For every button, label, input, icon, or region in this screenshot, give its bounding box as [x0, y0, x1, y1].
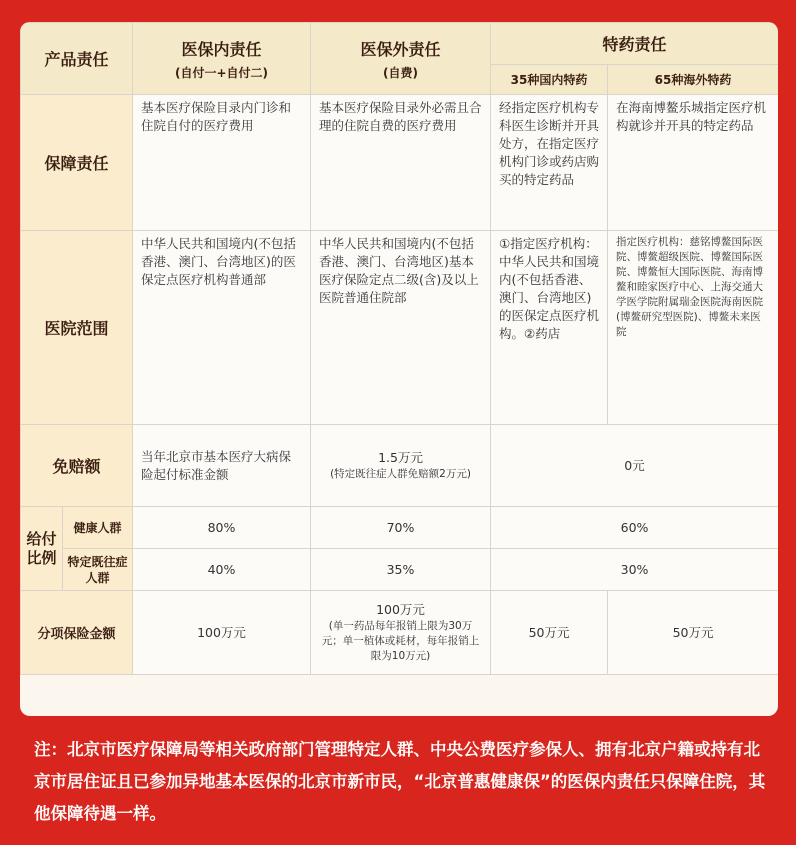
- preexisting-label: 特定既往症人群: [63, 549, 133, 591]
- coverage-label: 保障责任: [21, 95, 133, 231]
- hospital-overseas: 指定医疗机构：慈铭博鳌国际医院、博鳌超级医院、博鳌国际医院、博鳌恒大国际医院、海南博鳌和睦家医疗中心、上海交通大学医学院附属瑞金医院海南医院(博鳌研究型医院)、博鳌未来医院: [608, 231, 778, 425]
- amount-out-main: 100万元: [376, 602, 425, 617]
- amount-domestic: 50万元: [491, 591, 608, 675]
- in-sub: (自付一+自付二): [175, 65, 269, 80]
- coverage-overseas: 在海南博鳌乐城指定医疗机构就诊并开具的特定药品: [608, 95, 778, 231]
- amount-out: [311, 591, 491, 675]
- healthy-special: 60%: [491, 507, 778, 549]
- hospital-domestic: ①指定医疗机构：中华人民共和国境内(不包括香港、澳门、台湾地区)的医保定点医疗机构。②药店: [491, 231, 608, 425]
- deductible-in: 当年北京市基本医疗大病保险起付标准金额: [133, 425, 311, 507]
- healthy-in: 80%: [133, 507, 311, 549]
- product-label: 产品责任: [21, 23, 133, 95]
- preexisting-special: 30%: [491, 549, 778, 591]
- healthy-out: 70%: [311, 507, 491, 549]
- preexisting-out: 35%: [311, 549, 491, 591]
- out-title: 医保外责任: [360, 39, 441, 59]
- deductible-out: [311, 425, 491, 507]
- footnote: 注：北京市医疗保障局等相关政府部门管理特定人群、中央公费医疗参保人、拥有北京户籍或持有北京市居住证且已参加异地基本医保的北京市新市民，“北京普惠健康保”的医保内责任只保障住院，其他保障待遇一样。: [34, 740, 766, 823]
- hospital-label: 医院范围: [21, 231, 133, 425]
- deductible-special: 0元: [491, 425, 778, 507]
- preexisting-in: 40%: [133, 549, 311, 591]
- coverage-domestic: 经指定医疗机构专科医生诊断并开具处方，在指定医疗机构门诊或药店购买的特定药品: [491, 95, 608, 231]
- coverage-in: 基本医疗保险目录内门诊和住院自付的医疗费用: [133, 95, 311, 231]
- coverage-table: [20, 22, 778, 675]
- in-header: [133, 23, 311, 95]
- hospital-out: 中华人民共和国境内(不包括香港、澳门、台湾地区)基本医疗保险定点二级(含)及以上医院普通住院部: [311, 231, 491, 425]
- coverage-out: 基本医疗保险目录外必需且合理的住院自费的医疗费用: [311, 95, 491, 231]
- out-sub: (自费): [383, 65, 418, 80]
- amount-label: 分项保险金额: [21, 591, 133, 675]
- amount-in: 100万元: [133, 591, 311, 675]
- healthy-label: 健康人群: [63, 507, 133, 549]
- amount-overseas: 50万元: [608, 591, 778, 675]
- out-header: [311, 23, 491, 95]
- in-title: 医保内责任: [181, 39, 262, 59]
- deductible-out-main: 1.5万元: [378, 450, 423, 465]
- hospital-in: 中华人民共和国境内(不包括香港、澳门、台湾地区)的医保定点医疗机构普通部: [133, 231, 311, 425]
- coverage-table-card: [20, 22, 778, 716]
- ratio-label: 给付比例: [21, 507, 63, 591]
- special-overseas: 65种海外特药: [608, 65, 778, 95]
- deductible-out-note: (特定既往症人群免赔额2万元): [330, 468, 471, 480]
- amount-out-note: (单一药品每年报销上限为30万元；单一植体或耗材，每年报销上限为10万元): [321, 620, 480, 662]
- special-title: 特药责任: [491, 23, 778, 65]
- deductible-label: 免赔额: [21, 425, 133, 507]
- special-domestic: 35种国内特药: [491, 65, 608, 95]
